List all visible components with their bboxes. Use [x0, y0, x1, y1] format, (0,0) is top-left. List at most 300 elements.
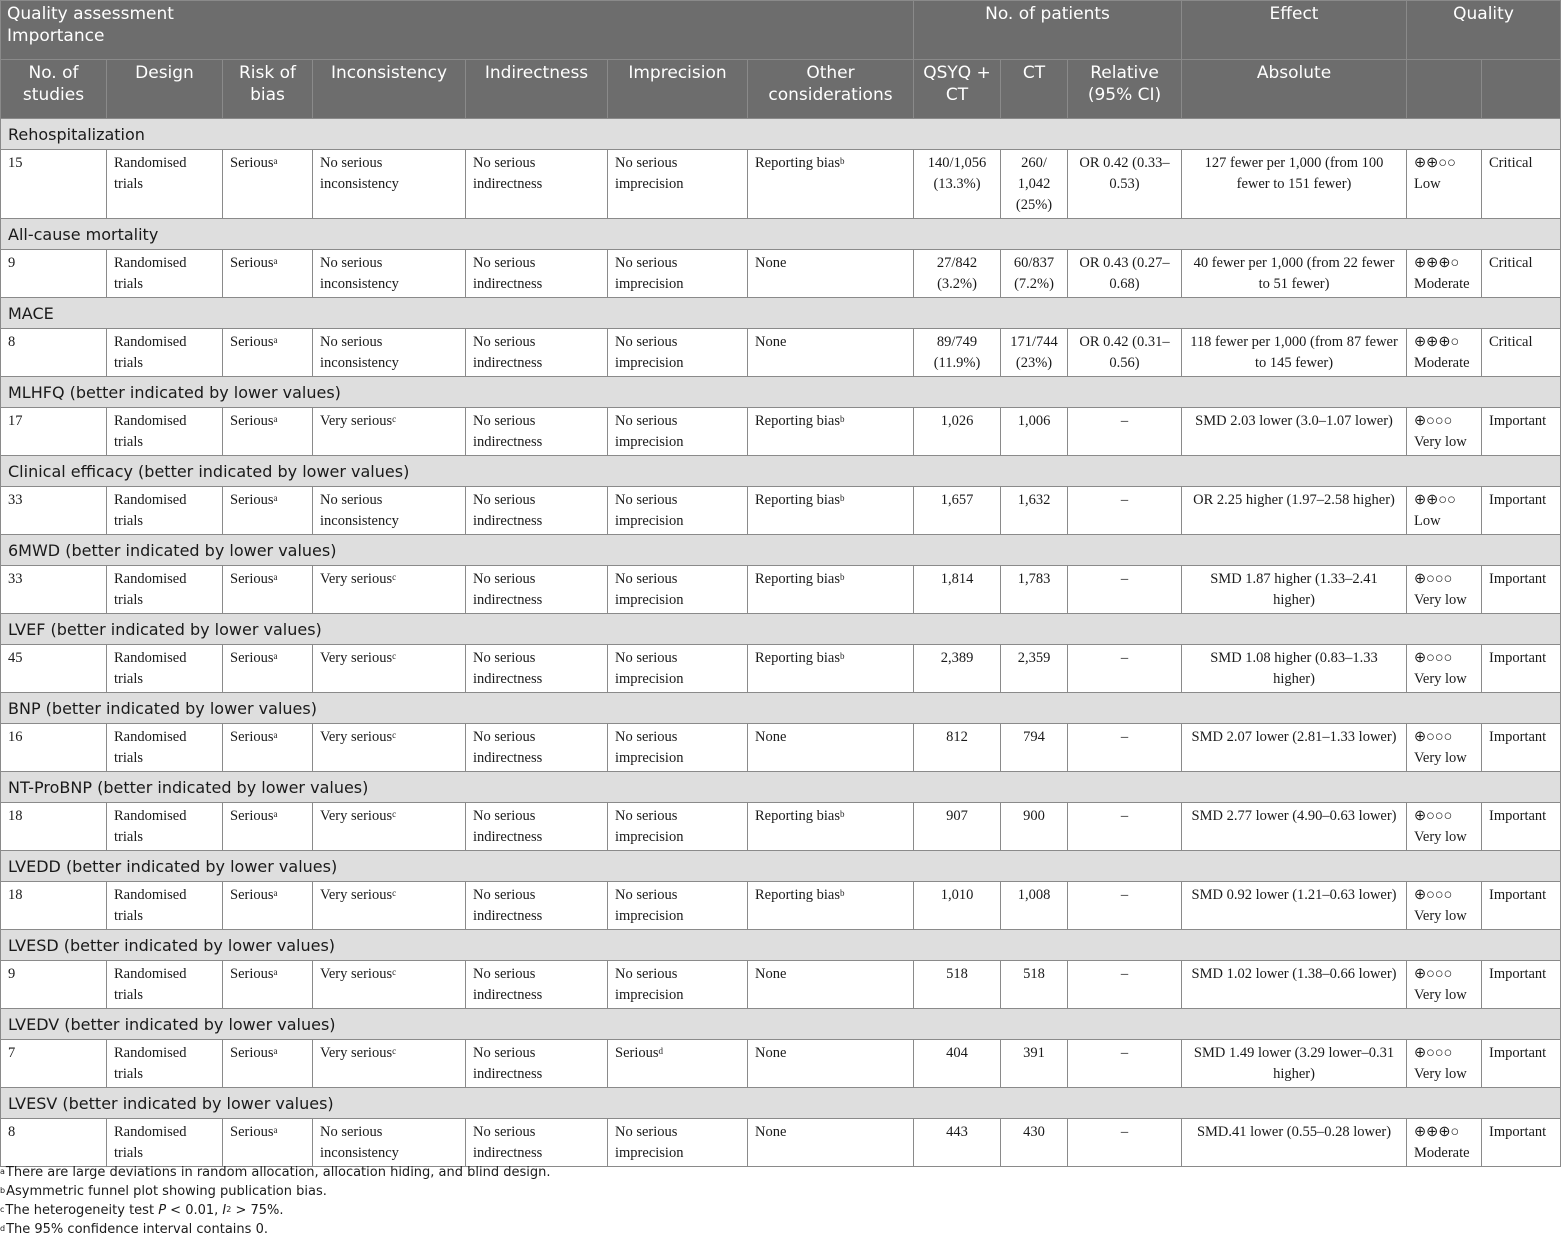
- cell-ct: [1001, 329, 1068, 377]
- cell-imprecision-text: No serious imprecision: [615, 729, 684, 766]
- certainty-grade: Very low: [1414, 1066, 1467, 1082]
- cell-quality: [1407, 408, 1482, 456]
- cell-design: [107, 250, 223, 298]
- cell-qsyq-ct: [914, 803, 1001, 851]
- cell-design-text: Randomised trials: [114, 571, 187, 608]
- cell-indirectness-text: No serious indirectness: [473, 650, 543, 687]
- cell-ct-text: 518: [1023, 966, 1045, 982]
- cell-inconsistency: [313, 1040, 466, 1088]
- cell-indirectness-text: No serious indirectness: [473, 1124, 543, 1161]
- cell-importance-text: Critical: [1489, 255, 1533, 271]
- outcome-row: [1, 119, 1561, 150]
- cell-quality: [1407, 724, 1482, 772]
- cell-importance: [1482, 803, 1561, 851]
- cell-indirectness: [466, 882, 608, 930]
- cell-risk-of-bias: [223, 1119, 313, 1167]
- cell-absolute-text: OR 2.25 higher (1.97–2.58 higher): [1193, 492, 1395, 508]
- cell-imprecision: [608, 1040, 748, 1088]
- certainty-grade: Very low: [1414, 829, 1467, 845]
- outcome-row: [1, 298, 1561, 329]
- cell-other-considerations-text: None: [755, 729, 787, 745]
- cell-imprecision-text: No serious imprecision: [615, 966, 684, 1003]
- cell-absolute-text: SMD 1.87 higher (1.33–2.41 higher): [1210, 571, 1378, 608]
- cell-ct-text: 60/837 (7.2%): [1013, 255, 1055, 292]
- cell-risk-of-bias: [223, 724, 313, 772]
- cell-importance-text: Critical: [1489, 334, 1533, 350]
- cell-indirectness-text: No serious indirectness: [473, 571, 543, 608]
- cell-quality: [1407, 329, 1482, 377]
- cell-ct-text: 794: [1023, 729, 1045, 745]
- cell-ct: [1001, 1119, 1068, 1167]
- cell-indirectness: [466, 961, 608, 1009]
- cell-importance: [1482, 250, 1561, 298]
- certainty-grade: Very low: [1414, 987, 1467, 1003]
- cell-indirectness: [466, 408, 608, 456]
- cell-risk-of-bias-footnote-mark: a: [273, 809, 278, 819]
- cell-imprecision-text: No serious imprecision: [615, 650, 684, 687]
- cell-imprecision-text: No serious imprecision: [615, 155, 684, 192]
- cell-importance: [1482, 150, 1561, 219]
- cell-absolute: [1182, 487, 1407, 535]
- cell-inconsistency-text: No serious inconsistency: [320, 155, 399, 192]
- certainty-symbols-icon: ⊕○○○: [1414, 887, 1453, 903]
- cell-other-considerations: [748, 487, 914, 535]
- cell-studies: [1, 645, 107, 693]
- certainty-symbols-icon: ⊕⊕⊕○: [1414, 255, 1460, 271]
- outcome-row: [1, 219, 1561, 250]
- cell-imprecision-text: No serious imprecision: [615, 1124, 684, 1161]
- cell-quality: [1407, 250, 1482, 298]
- cell-design-text: Randomised trials: [114, 808, 187, 845]
- cell-importance-text: Important: [1489, 1124, 1547, 1140]
- certainty-grade: Moderate: [1414, 1145, 1470, 1161]
- cell-imprecision-text: No serious imprecision: [615, 887, 684, 924]
- cell-other-considerations: [748, 1119, 914, 1167]
- cell-ct-text: 1,783: [1017, 571, 1051, 587]
- cell-inconsistency: [313, 329, 466, 377]
- cell-absolute: [1182, 408, 1407, 456]
- cell-inconsistency: [313, 803, 466, 851]
- table-body: [1, 119, 1561, 1167]
- cell-indirectness-text: No serious indirectness: [473, 808, 543, 845]
- cell-ct: [1001, 961, 1068, 1009]
- table-row: [1, 329, 1561, 377]
- certainty-symbols-icon: ⊕○○○: [1414, 571, 1453, 587]
- cell-relative: [1068, 1119, 1182, 1167]
- cell-design: [107, 961, 223, 1009]
- cell-importance-text: Important: [1489, 808, 1547, 824]
- cell-qsyq-ct-text: 812: [946, 729, 968, 745]
- cell-inconsistency-text: No serious inconsistency: [320, 492, 399, 529]
- cell-inconsistency: [313, 408, 466, 456]
- footnote-a: [0, 1163, 1555, 1182]
- header-no-of-patients: No. of patients: [914, 1, 1182, 60]
- cell-imprecision: [608, 803, 748, 851]
- cell-indirectness-text: No serious indirectness: [473, 887, 543, 924]
- footnote-c-text-pre: The heterogeneity test: [5, 1203, 159, 1218]
- cell-inconsistency-footnote-mark: c: [392, 572, 397, 582]
- cell-inconsistency-text: Very serious: [320, 966, 393, 982]
- certainty-symbols-icon: ⊕⊕⊕○: [1414, 1124, 1460, 1140]
- cell-other-considerations: [748, 645, 914, 693]
- cell-absolute: [1182, 1040, 1407, 1088]
- certainty-symbols-icon: ⊕○○○: [1414, 966, 1453, 982]
- cell-relative-text: –: [1120, 650, 1129, 666]
- cell-risk-of-bias-text: Serious: [230, 571, 274, 587]
- cell-absolute-text: SMD 2.77 lower (4.90–0.63 lower): [1191, 808, 1397, 824]
- cell-ct-text: 260/ 1,042 (25%): [1015, 155, 1053, 213]
- cell-risk-of-bias-footnote-mark: a: [273, 572, 278, 582]
- cell-qsyq-ct: [914, 408, 1001, 456]
- cell-indirectness-text: No serious indirectness: [473, 729, 543, 766]
- col-header-indirectness: Indirectness: [466, 60, 608, 119]
- col-header-absolute: Absolute: [1182, 60, 1407, 119]
- cell-risk-of-bias-footnote-mark: a: [273, 1046, 278, 1056]
- cell-qsyq-ct: [914, 882, 1001, 930]
- certainty-symbols-icon: ⊕○○○: [1414, 1045, 1453, 1061]
- col-header-importance: [1482, 60, 1561, 119]
- cell-imprecision: [608, 408, 748, 456]
- cell-studies: [1, 487, 107, 535]
- cell-other-considerations: [748, 329, 914, 377]
- footnote-c-i-sup: 2: [226, 1205, 232, 1214]
- cell-studies: [1, 1040, 107, 1088]
- cell-qsyq-ct-text: 907: [946, 808, 968, 824]
- cell-other-considerations: [748, 803, 914, 851]
- cell-other-considerations: [748, 1040, 914, 1088]
- cell-studies-text: 9: [8, 966, 16, 982]
- cell-quality: [1407, 803, 1482, 851]
- cell-relative: [1068, 250, 1182, 298]
- cell-qsyq-ct: [914, 150, 1001, 219]
- cell-studies: [1, 150, 107, 219]
- cell-inconsistency: [313, 566, 466, 614]
- cell-indirectness: [466, 1040, 608, 1088]
- cell-indirectness-text: No serious indirectness: [473, 492, 543, 529]
- cell-indirectness: [466, 329, 608, 377]
- cell-inconsistency: [313, 1119, 466, 1167]
- table-row: [1, 1040, 1561, 1088]
- cell-absolute-text: 118 fewer per 1,000 (from 87 fewer to 145 fewer): [1190, 334, 1398, 371]
- cell-risk-of-bias-footnote-mark: a: [273, 156, 278, 166]
- cell-inconsistency-text: No serious inconsistency: [320, 1124, 399, 1161]
- cell-imprecision-text: No serious imprecision: [615, 492, 684, 529]
- cell-risk-of-bias-text: Serious: [230, 887, 274, 903]
- cell-studies-text: 8: [8, 334, 16, 350]
- cell-quality: [1407, 645, 1482, 693]
- cell-studies-text: 9: [8, 255, 16, 271]
- outcome-label: Clinical efficacy (better indicated by lower values): [1, 456, 1561, 487]
- table-row: [1, 250, 1561, 298]
- cell-qsyq-ct: [914, 645, 1001, 693]
- cell-indirectness-text: No serious indirectness: [473, 255, 543, 292]
- cell-indirectness: [466, 1119, 608, 1167]
- footnotes: [0, 1163, 1555, 1239]
- col-header-other-considerations: Other considerations: [748, 60, 914, 119]
- cell-ct-text: 430: [1023, 1124, 1045, 1140]
- cell-imprecision-text: No serious imprecision: [615, 334, 684, 371]
- cell-design-text: Randomised trials: [114, 887, 187, 924]
- cell-studies: [1, 329, 107, 377]
- cell-risk-of-bias-text: Serious: [230, 650, 274, 666]
- cell-absolute-text: SMD 2.03 lower (3.0–1.07 lower): [1195, 413, 1393, 429]
- cell-inconsistency-footnote-mark: c: [392, 730, 397, 740]
- outcome-label: MLHFQ (better indicated by lower values): [1, 377, 1561, 408]
- cell-design-text: Randomised trials: [114, 255, 187, 292]
- cell-risk-of-bias-text: Serious: [230, 255, 274, 271]
- cell-design: [107, 1040, 223, 1088]
- cell-qsyq-ct-text: 27/842 (3.2%): [936, 255, 978, 292]
- cell-inconsistency-text: Very serious: [320, 571, 393, 587]
- cell-other-considerations-footnote-mark: b: [839, 414, 845, 424]
- cell-risk-of-bias-text: Serious: [230, 966, 274, 982]
- certainty-grade: Very low: [1414, 750, 1467, 766]
- cell-importance: [1482, 724, 1561, 772]
- footnote-d-text: The 95% confidence interval contains 0.: [6, 1222, 268, 1237]
- cell-qsyq-ct: [914, 961, 1001, 1009]
- cell-imprecision: [608, 645, 748, 693]
- cell-other-considerations-text: Reporting bias: [755, 155, 840, 171]
- cell-studies-text: 33: [8, 492, 23, 508]
- header-effect: Effect: [1182, 1, 1407, 60]
- outcome-label: LVEF (better indicated by lower values): [1, 614, 1561, 645]
- cell-inconsistency-text: Very serious: [320, 729, 393, 745]
- cell-qsyq-ct: [914, 250, 1001, 298]
- cell-importance: [1482, 1119, 1561, 1167]
- cell-qsyq-ct-text: 140/1,056 (13.3%): [927, 155, 987, 192]
- footnote-c-mark: c: [0, 1205, 5, 1214]
- cell-inconsistency-footnote-mark: c: [392, 967, 397, 977]
- cell-ct: [1001, 724, 1068, 772]
- certainty-symbols-icon: ⊕○○○: [1414, 650, 1453, 666]
- cell-ct: [1001, 803, 1068, 851]
- cell-indirectness-text: No serious indirectness: [473, 334, 543, 371]
- cell-risk-of-bias: [223, 645, 313, 693]
- cell-imprecision: [608, 250, 748, 298]
- cell-quality: [1407, 487, 1482, 535]
- cell-relative-text: –: [1120, 1045, 1129, 1061]
- cell-ct-text: 1,008: [1017, 887, 1051, 903]
- cell-other-considerations-text: Reporting bias: [755, 887, 840, 903]
- cell-qsyq-ct-text: 443: [946, 1124, 968, 1140]
- col-header-relative: Relative (95% CI): [1068, 60, 1182, 119]
- outcome-label: Rehospitalization: [1, 119, 1561, 150]
- cell-absolute: [1182, 961, 1407, 1009]
- header-quality: Quality: [1407, 1, 1561, 60]
- cell-absolute: [1182, 150, 1407, 219]
- cell-imprecision-text: No serious imprecision: [615, 413, 684, 450]
- certainty-grade: Very low: [1414, 671, 1467, 687]
- table-row: [1, 961, 1561, 1009]
- cell-imprecision-text: Serious: [615, 1045, 659, 1061]
- cell-indirectness: [466, 150, 608, 219]
- cell-imprecision: [608, 329, 748, 377]
- cell-studies: [1, 724, 107, 772]
- outcome-label: LVESV (better indicated by lower values): [1, 1088, 1561, 1119]
- cell-design: [107, 882, 223, 930]
- cell-relative-text: OR 0.43 (0.27–0.68): [1079, 255, 1170, 292]
- cell-inconsistency-footnote-mark: c: [392, 1046, 397, 1056]
- cell-design: [107, 803, 223, 851]
- cell-indirectness: [466, 250, 608, 298]
- outcome-row: [1, 1088, 1561, 1119]
- cell-imprecision: [608, 150, 748, 219]
- cell-relative: [1068, 961, 1182, 1009]
- header-row-columns: [1, 60, 1561, 119]
- cell-other-considerations: [748, 961, 914, 1009]
- outcome-label: MACE: [1, 298, 1561, 329]
- cell-other-considerations: [748, 724, 914, 772]
- cell-indirectness: [466, 566, 608, 614]
- certainty-symbols-icon: ⊕○○○: [1414, 413, 1453, 429]
- col-header-design: Design: [107, 60, 223, 119]
- footnote-a-mark: a: [0, 1167, 5, 1176]
- cell-other-considerations-text: Reporting bias: [755, 492, 840, 508]
- cell-absolute-text: SMD 1.02 lower (1.38–0.66 lower): [1191, 966, 1397, 982]
- certainty-grade: Very low: [1414, 908, 1467, 924]
- cell-imprecision: [608, 961, 748, 1009]
- cell-imprecision: [608, 1119, 748, 1167]
- cell-indirectness-text: No serious indirectness: [473, 966, 543, 1003]
- certainty-grade: Moderate: [1414, 355, 1470, 371]
- cell-importance: [1482, 487, 1561, 535]
- cell-absolute-text: SMD 1.08 higher (0.83–1.33 higher): [1210, 650, 1378, 687]
- col-header-inconsistency: Inconsistency: [313, 60, 466, 119]
- cell-other-considerations: [748, 882, 914, 930]
- cell-indirectness-text: No serious indirectness: [473, 155, 543, 192]
- outcome-row: [1, 772, 1561, 803]
- cell-absolute: [1182, 250, 1407, 298]
- cell-other-considerations-text: None: [755, 334, 787, 350]
- cell-design-text: Randomised trials: [114, 334, 187, 371]
- cell-absolute: [1182, 645, 1407, 693]
- cell-relative: [1068, 150, 1182, 219]
- outcome-row: [1, 377, 1561, 408]
- cell-design: [107, 487, 223, 535]
- table-row: [1, 645, 1561, 693]
- cell-importance-text: Important: [1489, 492, 1547, 508]
- cell-absolute-text: SMD 1.49 lower (3.29 lower–0.31 higher): [1193, 1045, 1395, 1082]
- header-quality-assessment: [1, 1, 914, 60]
- cell-studies-text: 16: [8, 729, 23, 745]
- cell-other-considerations-text: Reporting bias: [755, 413, 840, 429]
- cell-imprecision: [608, 724, 748, 772]
- cell-ct: [1001, 1040, 1068, 1088]
- cell-imprecision: [608, 487, 748, 535]
- cell-risk-of-bias-footnote-mark: a: [273, 256, 278, 266]
- cell-quality: [1407, 882, 1482, 930]
- cell-inconsistency-text: No serious inconsistency: [320, 334, 399, 371]
- table-row: [1, 882, 1561, 930]
- cell-ct-text: 2,359: [1017, 650, 1051, 666]
- cell-relative: [1068, 1040, 1182, 1088]
- cell-risk-of-bias: [223, 882, 313, 930]
- cell-inconsistency-text: Very serious: [320, 650, 393, 666]
- cell-inconsistency-text: Very serious: [320, 1045, 393, 1061]
- cell-inconsistency-text: No serious inconsistency: [320, 255, 399, 292]
- footnote-a-text: There are large deviations in random allocation, allocation hiding, and blind design.: [5, 1165, 551, 1180]
- table-row: [1, 408, 1561, 456]
- outcome-row: [1, 1009, 1561, 1040]
- cell-studies: [1, 1119, 107, 1167]
- cell-qsyq-ct: [914, 724, 1001, 772]
- cell-other-considerations-text: None: [755, 255, 787, 271]
- cell-qsyq-ct-text: 2,389: [940, 650, 974, 666]
- certainty-symbols-icon: ⊕○○○: [1414, 729, 1453, 745]
- footnote-c: [0, 1201, 1555, 1220]
- cell-absolute-text: SMD.41 lower (0.55–0.28 lower): [1196, 1124, 1392, 1140]
- cell-risk-of-bias-text: Serious: [230, 729, 274, 745]
- cell-ct: [1001, 882, 1068, 930]
- footnote-c-text-mid: < 0.01,: [166, 1203, 223, 1218]
- cell-risk-of-bias: [223, 803, 313, 851]
- cell-risk-of-bias-footnote-mark: a: [273, 493, 278, 503]
- col-header-risk-of-bias: Risk of bias: [223, 60, 313, 119]
- footnote-c-text-post: > 75%.: [231, 1203, 284, 1218]
- cell-design-text: Randomised trials: [114, 966, 187, 1003]
- cell-other-considerations-footnote-mark: b: [839, 809, 845, 819]
- certainty-symbols-icon: ⊕⊕○○: [1414, 155, 1456, 171]
- cell-risk-of-bias-text: Serious: [230, 334, 274, 350]
- cell-risk-of-bias: [223, 408, 313, 456]
- certainty-grade: Very low: [1414, 434, 1467, 450]
- cell-importance-text: Important: [1489, 571, 1547, 587]
- cell-other-considerations-text: None: [755, 1045, 787, 1061]
- cell-design-text: Randomised trials: [114, 1045, 187, 1082]
- cell-risk-of-bias-footnote-mark: a: [273, 1125, 278, 1135]
- cell-risk-of-bias: [223, 150, 313, 219]
- outcome-label: BNP (better indicated by lower values): [1, 693, 1561, 724]
- certainty-grade: Very low: [1414, 592, 1467, 608]
- cell-risk-of-bias-footnote-mark: a: [273, 414, 278, 424]
- cell-relative-text: OR 0.42 (0.31–0.56): [1079, 334, 1170, 371]
- cell-importance-text: Important: [1489, 966, 1547, 982]
- cell-indirectness: [466, 803, 608, 851]
- cell-quality: [1407, 961, 1482, 1009]
- cell-indirectness-text: No serious indirectness: [473, 413, 543, 450]
- cell-risk-of-bias-footnote-mark: a: [273, 967, 278, 977]
- cell-relative-text: –: [1120, 966, 1129, 982]
- cell-design: [107, 724, 223, 772]
- cell-quality: [1407, 150, 1482, 219]
- certainty-grade: Low: [1414, 513, 1441, 529]
- cell-imprecision: [608, 882, 748, 930]
- cell-design-text: Randomised trials: [114, 650, 187, 687]
- cell-ct-text: 1,006: [1017, 413, 1051, 429]
- cell-relative-text: –: [1120, 571, 1129, 587]
- cell-relative: [1068, 487, 1182, 535]
- cell-other-considerations: [748, 150, 914, 219]
- cell-qsyq-ct: [914, 1119, 1001, 1167]
- cell-risk-of-bias: [223, 329, 313, 377]
- cell-ct: [1001, 250, 1068, 298]
- cell-other-considerations: [748, 408, 914, 456]
- col-header-qsyq-ct: QSYQ + CT: [914, 60, 1001, 119]
- cell-inconsistency-footnote-mark: c: [392, 809, 397, 819]
- cell-other-considerations: [748, 250, 914, 298]
- cell-imprecision-text: No serious imprecision: [615, 255, 684, 292]
- cell-qsyq-ct-text: 404: [946, 1045, 968, 1061]
- header-row-top: [1, 1, 1561, 60]
- cell-studies: [1, 250, 107, 298]
- col-header-ct: CT: [1001, 60, 1068, 119]
- cell-imprecision: [608, 566, 748, 614]
- outcome-label: LVESD (better indicated by lower values): [1, 930, 1561, 961]
- cell-other-considerations-footnote-mark: b: [839, 651, 845, 661]
- cell-risk-of-bias-text: Serious: [230, 1045, 274, 1061]
- cell-other-considerations-text: Reporting bias: [755, 650, 840, 666]
- col-header-imprecision: Imprecision: [608, 60, 748, 119]
